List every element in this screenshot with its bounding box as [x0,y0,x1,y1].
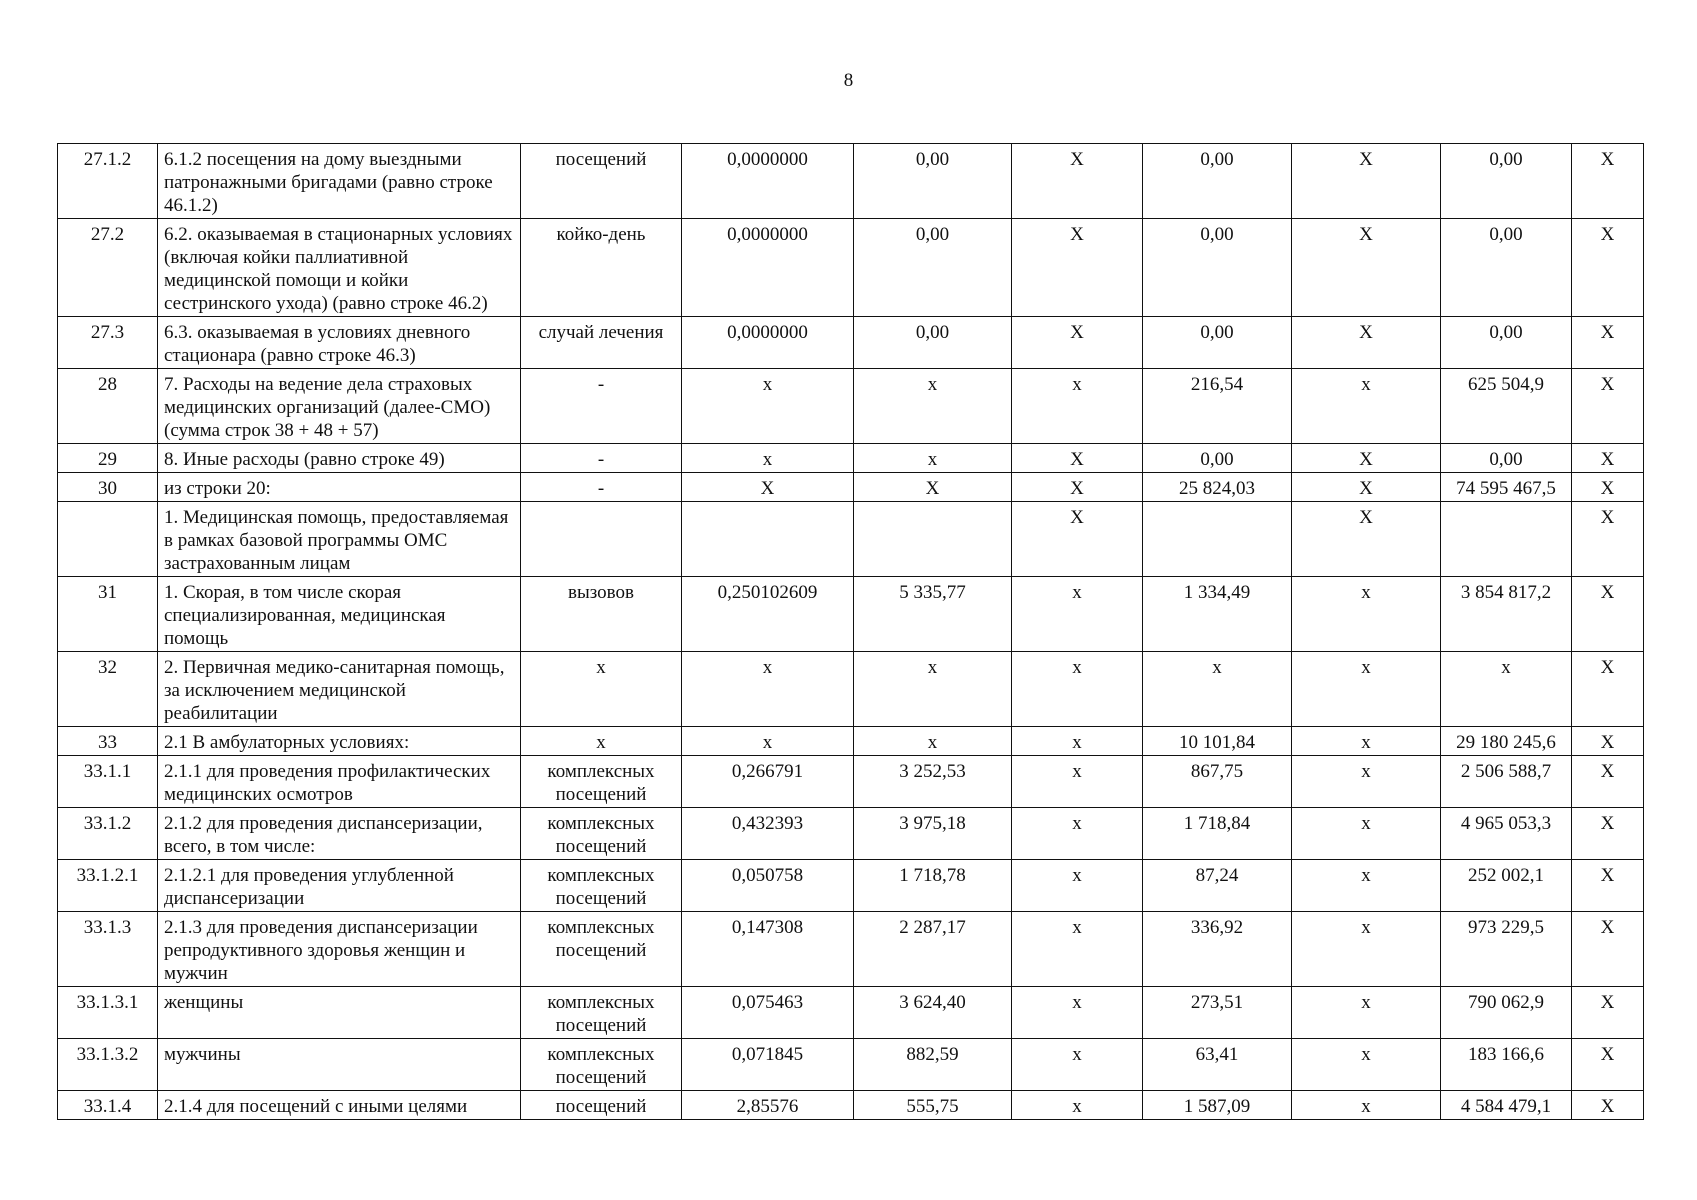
cell-budget-total: х [1292,912,1441,987]
table-row [58,912,1644,987]
cell-oms-total: 3 854 817,2 [1441,577,1572,652]
cell-oms-per-capita: 63,41 [1143,1039,1292,1091]
cell-norm-volume: 0,0000000 [682,317,854,369]
cell-budget-per-capita: х [1012,912,1143,987]
cell-share-mark: Х [1572,987,1644,1039]
cell-oms-total: 74 595 467,5 [1441,473,1572,502]
cell-budget-total: х [1292,860,1441,912]
cell-share-mark: Х [1572,502,1644,577]
cell-budget-total: х [1292,808,1441,860]
cell-row-number: 29 [58,444,158,473]
cell-oms-per-capita: 1 718,84 [1143,808,1292,860]
cell-unit: комплексных посещений [521,860,682,912]
cell-cost-per-unit: х [854,444,1012,473]
cell-unit: - [521,444,682,473]
cell-norm-volume: х [682,727,854,756]
cell-unit: - [521,369,682,444]
cell-row-number: 28 [58,369,158,444]
cell-oms-total: 0,00 [1441,144,1572,219]
cell-share-mark: Х [1572,473,1644,502]
cell-description: 2.1.4 для посещений с иными целями [158,1091,521,1120]
cell-budget-total: х [1292,727,1441,756]
cell-row-number: 27.2 [58,219,158,317]
cell-budget-per-capita: Х [1012,444,1143,473]
cell-share-mark: Х [1572,808,1644,860]
table-row [58,473,1644,502]
table-row [58,652,1644,727]
cell-oms-per-capita: 1 334,49 [1143,577,1292,652]
cell-unit: комплексных посещений [521,912,682,987]
table-row [58,502,1644,577]
cell-norm-volume: 0,266791 [682,756,854,808]
cell-norm-volume [682,502,854,577]
cell-description: 1. Скорая, в том числе скорая специализированная, медицинская помощь [158,577,521,652]
cell-oms-per-capita: 87,24 [1143,860,1292,912]
cell-norm-volume: х [682,652,854,727]
cell-unit: случай лечения [521,317,682,369]
cell-row-number: 33.1.3.1 [58,987,158,1039]
table-row [58,577,1644,652]
table-row [58,756,1644,808]
cell-oms-per-capita: 1 587,09 [1143,1091,1292,1120]
cell-cost-per-unit: 555,75 [854,1091,1012,1120]
cell-share-mark: Х [1572,577,1644,652]
cell-share-mark: Х [1572,1039,1644,1091]
cell-budget-per-capita: х [1012,1091,1143,1120]
cell-oms-total: х [1441,652,1572,727]
cell-oms-per-capita [1143,502,1292,577]
cell-unit: посещений [521,144,682,219]
cell-share-mark: Х [1572,444,1644,473]
cell-budget-per-capita: х [1012,1039,1143,1091]
cell-description: женщины [158,987,521,1039]
cell-oms-per-capita: 10 101,84 [1143,727,1292,756]
cell-budget-per-capita: х [1012,756,1143,808]
cell-norm-volume: 0,250102609 [682,577,854,652]
cell-budget-per-capita: х [1012,987,1143,1039]
cell-description: 7. Расходы на ведение дела страховых медицинских организаций (далее-СМО) (сумма строк 38 + 48 + 57) [158,369,521,444]
table-row [58,369,1644,444]
cell-cost-per-unit: 0,00 [854,144,1012,219]
cell-oms-total [1441,502,1572,577]
cell-oms-per-capita: 216,54 [1143,369,1292,444]
cell-row-number: 33.1.1 [58,756,158,808]
cell-oms-total: 4 584 479,1 [1441,1091,1572,1120]
cell-oms-per-capita: 273,51 [1143,987,1292,1039]
cell-unit [521,502,682,577]
cell-share-mark: Х [1572,652,1644,727]
cell-unit: вызовов [521,577,682,652]
cell-cost-per-unit [854,502,1012,577]
cell-norm-volume: х [682,369,854,444]
table-row [58,219,1644,317]
cell-budget-per-capita: х [1012,577,1143,652]
cell-budget-total: Х [1292,473,1441,502]
cell-description: 8. Иные расходы (равно строке 49) [158,444,521,473]
cell-budget-total: Х [1292,219,1441,317]
cell-budget-total: х [1292,1091,1441,1120]
cell-oms-total: 625 504,9 [1441,369,1572,444]
cell-row-number: 33.1.4 [58,1091,158,1120]
cell-description: 2.1 В амбулаторных условиях: [158,727,521,756]
cell-norm-volume: 0,071845 [682,1039,854,1091]
cell-share-mark: Х [1572,1091,1644,1120]
cell-oms-total: 0,00 [1441,219,1572,317]
cell-share-mark: Х [1572,369,1644,444]
cell-description: 2.1.2 для проведения диспансеризации, всего, в том числе: [158,808,521,860]
cell-budget-total: Х [1292,144,1441,219]
cell-description: 1. Медицинская помощь, предоставляемая в рамках базовой программы ОМС застрахованным лицам [158,502,521,577]
cell-budget-per-capita: Х [1012,144,1143,219]
cell-budget-per-capita: х [1012,808,1143,860]
cell-row-number: 33.1.2 [58,808,158,860]
cell-cost-per-unit: х [854,652,1012,727]
cell-share-mark: Х [1572,912,1644,987]
cell-budget-total: х [1292,987,1441,1039]
cell-budget-per-capita: Х [1012,317,1143,369]
table-row [58,317,1644,369]
cell-oms-per-capita: 336,92 [1143,912,1292,987]
table-row [58,808,1644,860]
cell-budget-per-capita: Х [1012,219,1143,317]
cell-cost-per-unit: х [854,727,1012,756]
cell-oms-total: 0,00 [1441,317,1572,369]
cell-budget-total: Х [1292,317,1441,369]
table-row [58,444,1644,473]
cell-cost-per-unit: 3 975,18 [854,808,1012,860]
cell-description: из строки 20: [158,473,521,502]
cell-cost-per-unit: Х [854,473,1012,502]
cell-unit: комплексных посещений [521,808,682,860]
cell-description: 6.2. оказываемая в стационарных условиях (включая койки паллиативной медицинской помощи и койки сестринского ухода) (равно строке 46.2) [158,219,521,317]
cell-budget-total: Х [1292,502,1441,577]
cell-share-mark: Х [1572,144,1644,219]
cell-row-number: 30 [58,473,158,502]
table-row [58,1039,1644,1091]
cell-oms-per-capita: 867,75 [1143,756,1292,808]
cell-norm-volume: 0,075463 [682,987,854,1039]
cell-share-mark: Х [1572,756,1644,808]
cell-budget-per-capita: Х [1012,502,1143,577]
cell-description: 2.1.2.1 для проведения углубленной диспансеризации [158,860,521,912]
cell-cost-per-unit: 3 252,53 [854,756,1012,808]
cell-row-number: 33 [58,727,158,756]
cell-row-number: 33.1.3.2 [58,1039,158,1091]
cell-oms-total: 0,00 [1441,444,1572,473]
cell-oms-total: 183 166,6 [1441,1039,1572,1091]
cell-norm-volume: 0,147308 [682,912,854,987]
cell-cost-per-unit: х [854,369,1012,444]
cell-description: 2.1.3 для проведения диспансеризации репродуктивного здоровья женщин и мужчин [158,912,521,987]
cell-oms-total: 973 229,5 [1441,912,1572,987]
cell-row-number: 33.1.2.1 [58,860,158,912]
cell-row-number: 31 [58,577,158,652]
table-row [58,727,1644,756]
cell-budget-total: х [1292,369,1441,444]
cell-unit: койко-день [521,219,682,317]
cell-cost-per-unit: 1 718,78 [854,860,1012,912]
cell-norm-volume: 0,432393 [682,808,854,860]
cell-oms-total: 252 002,1 [1441,860,1572,912]
cell-row-number [58,502,158,577]
page-number: 8 [843,70,854,91]
cell-unit: х [521,727,682,756]
cell-unit: комплексных посещений [521,756,682,808]
cell-row-number: 27.3 [58,317,158,369]
cell-description: 2.1.1 для проведения профилактических медицинских осмотров [158,756,521,808]
cell-oms-per-capita: 0,00 [1143,219,1292,317]
cell-cost-per-unit: 0,00 [854,317,1012,369]
cell-oms-per-capita: 0,00 [1143,144,1292,219]
cell-norm-volume: Х [682,473,854,502]
cell-budget-per-capita: х [1012,727,1143,756]
cell-oms-per-capita: 25 824,03 [1143,473,1292,502]
cell-norm-volume: 2,85576 [682,1091,854,1120]
cell-norm-volume: 0,0000000 [682,144,854,219]
cell-budget-per-capita: х [1012,860,1143,912]
cell-share-mark: Х [1572,727,1644,756]
cell-cost-per-unit: 0,00 [854,219,1012,317]
cell-norm-volume: х [682,444,854,473]
cell-oms-total: 790 062,9 [1441,987,1572,1039]
table-row [58,987,1644,1039]
cell-budget-total: х [1292,652,1441,727]
cell-row-number: 33.1.3 [58,912,158,987]
table-row [58,1091,1644,1120]
cell-norm-volume: 0,050758 [682,860,854,912]
cell-oms-per-capita: 0,00 [1143,444,1292,473]
cell-budget-total: х [1292,577,1441,652]
cell-row-number: 27.1.2 [58,144,158,219]
cell-cost-per-unit: 882,59 [854,1039,1012,1091]
cell-cost-per-unit: 5 335,77 [854,577,1012,652]
cell-cost-per-unit: 3 624,40 [854,987,1012,1039]
cell-oms-per-capita: х [1143,652,1292,727]
cell-norm-volume: 0,0000000 [682,219,854,317]
table-row [58,860,1644,912]
cell-budget-total: х [1292,1039,1441,1091]
data-table [57,143,1644,1120]
cell-unit: комплексных посещений [521,987,682,1039]
cell-budget-per-capita: х [1012,652,1143,727]
table-row [58,144,1644,219]
cell-row-number: 32 [58,652,158,727]
cell-description: мужчины [158,1039,521,1091]
cell-budget-total: Х [1292,444,1441,473]
cell-unit: посещений [521,1091,682,1120]
cell-unit: комплексных посещений [521,1039,682,1091]
cell-description: 6.3. оказываемая в условиях дневного стационара (равно строке 46.3) [158,317,521,369]
cell-oms-total: 4 965 053,3 [1441,808,1572,860]
cell-oms-total: 29 180 245,6 [1441,727,1572,756]
table-body [58,144,1644,1120]
cell-budget-total: х [1292,756,1441,808]
cell-unit: - [521,473,682,502]
cell-description: 6.1.2 посещения на дому выездными патронажными бригадами (равно строке 46.1.2) [158,144,521,219]
cell-share-mark: Х [1572,860,1644,912]
cell-share-mark: Х [1572,219,1644,317]
cell-description: 2. Первичная медико-санитарная помощь, за исключением медицинской реабилитации [158,652,521,727]
cell-budget-per-capita: х [1012,369,1143,444]
cell-oms-per-capita: 0,00 [1143,317,1292,369]
cell-share-mark: Х [1572,317,1644,369]
cell-unit: х [521,652,682,727]
cell-cost-per-unit: 2 287,17 [854,912,1012,987]
cell-budget-per-capita: Х [1012,473,1143,502]
cell-oms-total: 2 506 588,7 [1441,756,1572,808]
